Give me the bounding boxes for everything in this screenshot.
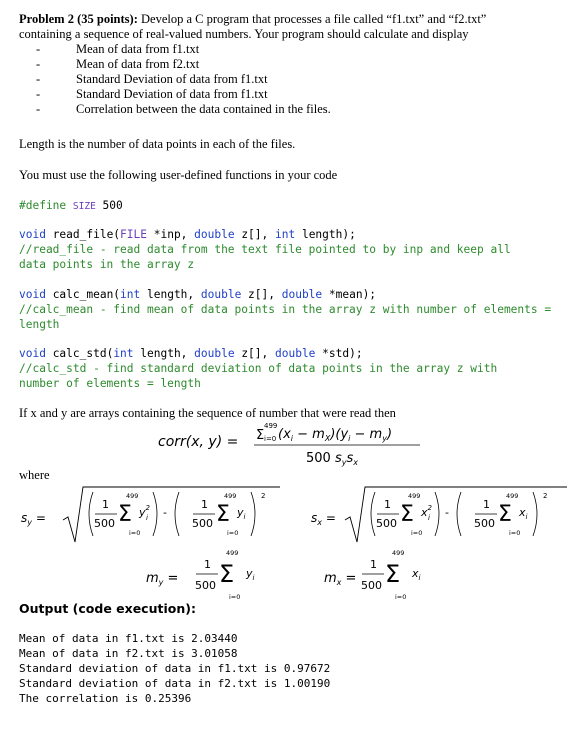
corr-denominator: 500 $s_ys_x$	[306, 451, 358, 467]
sum-upper: 499	[506, 492, 519, 500]
code-read-file-signature: void read_file(FILE *inp, double z[], int length);	[19, 228, 356, 241]
sx-xi-squared: $x^2$ i	[421, 504, 432, 522]
code-calc-std-comment: number of elements = length	[19, 377, 201, 390]
minus-sign: -	[163, 506, 167, 519]
sy-one: 1	[102, 498, 109, 511]
sum-lower: i=0	[229, 593, 241, 601]
output-line: Mean of data in f1.txt is 2.03440	[19, 632, 238, 645]
mx-formula	[318, 544, 458, 606]
exponent: 2	[261, 492, 266, 500]
paren-right	[153, 492, 157, 536]
sx-formula	[305, 484, 575, 546]
sx-n: 500	[474, 517, 495, 530]
code-calc-mean-signature: void calc_mean(int length, double z[], double *mean);	[19, 288, 377, 301]
code-calc-std-signature: void calc_std(int length, double z[], double *std);	[19, 347, 363, 360]
my-label: $m_y$ =	[146, 571, 179, 587]
mx-xi: $x_i$	[412, 567, 421, 582]
bullet-item: - Standard Deviation of data from f1.txt	[36, 72, 268, 86]
mx-one: 1	[370, 558, 377, 571]
sx-label: $s_x$ =	[311, 511, 336, 527]
code-read-file-comment: data points in the array z	[19, 258, 195, 271]
where-label: where	[19, 468, 50, 482]
sum-symbol: Σ	[216, 502, 230, 527]
sum-lower: i=0	[129, 529, 141, 537]
minus-sign: -	[445, 506, 449, 519]
my-formula	[140, 544, 280, 606]
sx-n: 500	[376, 517, 397, 530]
sum-upper: 499	[126, 492, 139, 500]
sum-upper: 499	[408, 492, 421, 500]
bullet-item: - Mean of data from f1.txt	[36, 42, 200, 56]
mx-label: $m_x$ =	[324, 571, 357, 587]
bullet-item: - Correlation between the data contained in the files.	[36, 102, 331, 116]
exponent: 2	[543, 492, 548, 500]
arrays-note: If x and y are arrays containing the sequence of number that were read then	[19, 406, 396, 420]
paren-right	[435, 492, 439, 536]
code-calc-mean-comment: //calc_mean - find mean of data points in the array z with number of elements =	[19, 303, 552, 316]
sum-symbol: Σ	[400, 502, 414, 527]
sum-symbol: Σ	[219, 560, 235, 588]
sx-one: 1	[483, 498, 490, 511]
sum-upper: 499	[226, 549, 239, 557]
corr-sum-symbol: Σ	[256, 428, 265, 443]
problem-intro-line1	[19, 12, 486, 27]
sum-lower: i=0	[509, 529, 521, 537]
problem-intro-text: Develop a C program that processes a file called “f1.txt” and “f2.txt”	[137, 12, 487, 26]
sum-upper: 499	[392, 549, 405, 557]
output-heading: Output (code execution):	[19, 601, 196, 616]
bullet-item: - Standard Deviation of data from f1.txt	[36, 87, 268, 101]
my-one: 1	[204, 558, 211, 571]
corr-lhs: corr(x, y) =	[158, 434, 239, 450]
functions-note: You must use the following user-defined functions in your code	[19, 168, 338, 182]
length-note: Length is the number of data points in each of the files.	[19, 137, 296, 151]
sum-symbol: Σ	[118, 502, 132, 527]
sy-yi: $y_i$	[237, 506, 246, 521]
code-read-file-comment: //read_file - read data from the text file pointed to by inp and keep all	[19, 243, 511, 256]
paren-left	[371, 492, 375, 536]
sum-upper: 499	[224, 492, 237, 500]
code-calc-std-comment: //calc_std - find standard deviation of data points in the array z with	[19, 362, 498, 375]
my-n: 500	[195, 579, 216, 592]
mx-n: 500	[361, 579, 382, 592]
corr-sum-upper: 499	[264, 422, 278, 430]
output-line: Standard deviation of data in f1.txt is 0.97672	[19, 662, 331, 675]
correlation-formula	[150, 418, 430, 468]
code-define-line: #define SIZE 500	[19, 199, 123, 212]
sum-lower: i=0	[411, 529, 423, 537]
sum-symbol: Σ	[385, 560, 401, 588]
problem-heading: Problem 2 (35 points):	[19, 12, 138, 26]
sum-lower: i=0	[395, 593, 407, 601]
sy-one: 1	[201, 498, 208, 511]
sum-lower: i=0	[227, 529, 239, 537]
sx-xi: $x_i$	[519, 506, 528, 521]
sy-radical	[63, 487, 280, 542]
problem-intro-line2: containing a sequence of real-valued numbers. Your program should calculate and display	[19, 27, 469, 41]
sy-yi-squared: $y^2$ i	[139, 504, 150, 522]
output-line: Standard deviation of data in f2.txt is 1.00190	[19, 677, 331, 690]
sy-label: $s_y$ =	[21, 511, 46, 527]
corr-numerator-terms: $(x_i - m_X)(y_i - m_y)$	[278, 427, 393, 443]
bullet-item: - Mean of data from f2.txt	[36, 57, 200, 71]
code-calc-mean-comment: length	[19, 318, 60, 331]
sy-n: 500	[192, 517, 213, 530]
paren-left	[457, 492, 461, 536]
output-line: The correlation is 0.25396	[19, 692, 192, 705]
my-yi: $y_i$	[246, 567, 255, 582]
sum-symbol: Σ	[498, 502, 512, 527]
sy-formula	[15, 484, 285, 546]
paren-left	[89, 492, 93, 536]
sy-n: 500	[94, 517, 115, 530]
corr-sum-lower: i=0	[264, 435, 277, 443]
paren-left	[175, 492, 179, 536]
paren-right	[251, 492, 255, 536]
paren-right	[533, 492, 537, 536]
output-line: Mean of data in f2.txt is 3.01058	[19, 647, 238, 660]
sx-one: 1	[384, 498, 391, 511]
